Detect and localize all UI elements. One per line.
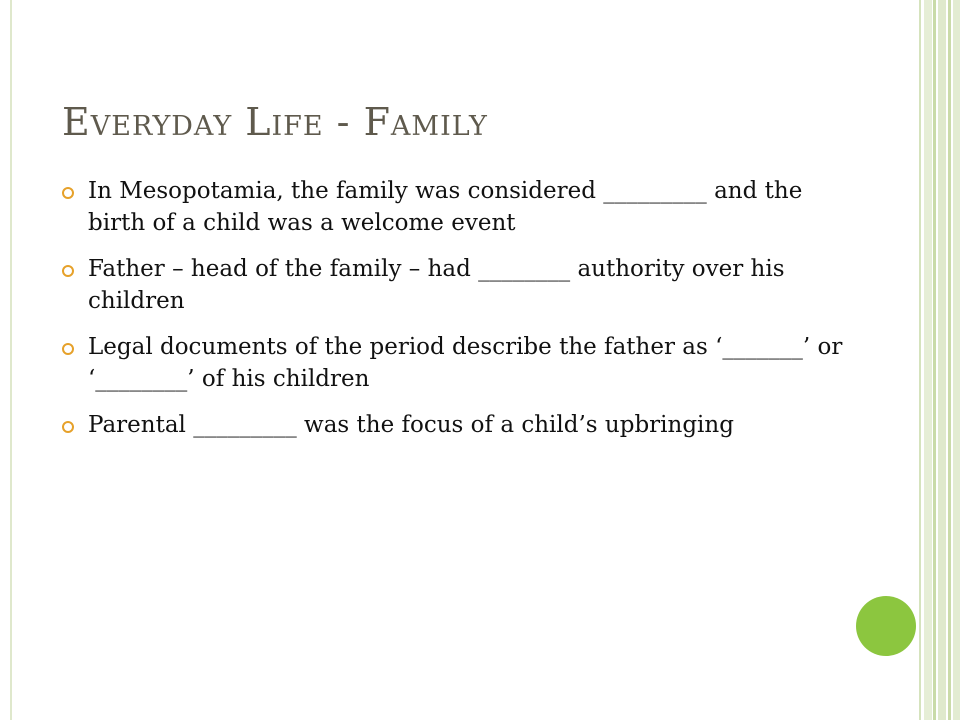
decorative-stripe [953,0,960,720]
bullet-list [62,175,862,455]
bullet-circle-icon [62,187,74,199]
bullet-item [62,253,862,317]
decorative-stripe [938,0,946,720]
bullet-circle-icon [62,421,74,433]
decorative-stripe [919,0,921,720]
green-circle-accent [856,596,916,656]
bullet-text: Father – head of the family – had ________ authority over his children [88,256,785,314]
bullet-circle-icon [62,343,74,355]
bullet-circle-icon [62,265,74,277]
left-border [10,0,12,720]
bullet-text: Legal documents of the period describe the father as ‘_______’ or ‘________’ of his children [88,334,843,392]
decorative-stripe [933,0,936,720]
bullet-text: In Mesopotamia, the family was considered _________ and the birth of a child was a welcome event [88,178,803,236]
decorative-stripe [924,0,932,720]
slide-title: Everyday Life - Family [62,100,488,144]
bullet-text: Parental _________ was the focus of a child’s upbringing [88,412,734,438]
bullet-item [62,331,862,395]
decorative-stripe [948,0,951,720]
bullet-item [62,409,862,441]
bullet-item [62,175,862,239]
